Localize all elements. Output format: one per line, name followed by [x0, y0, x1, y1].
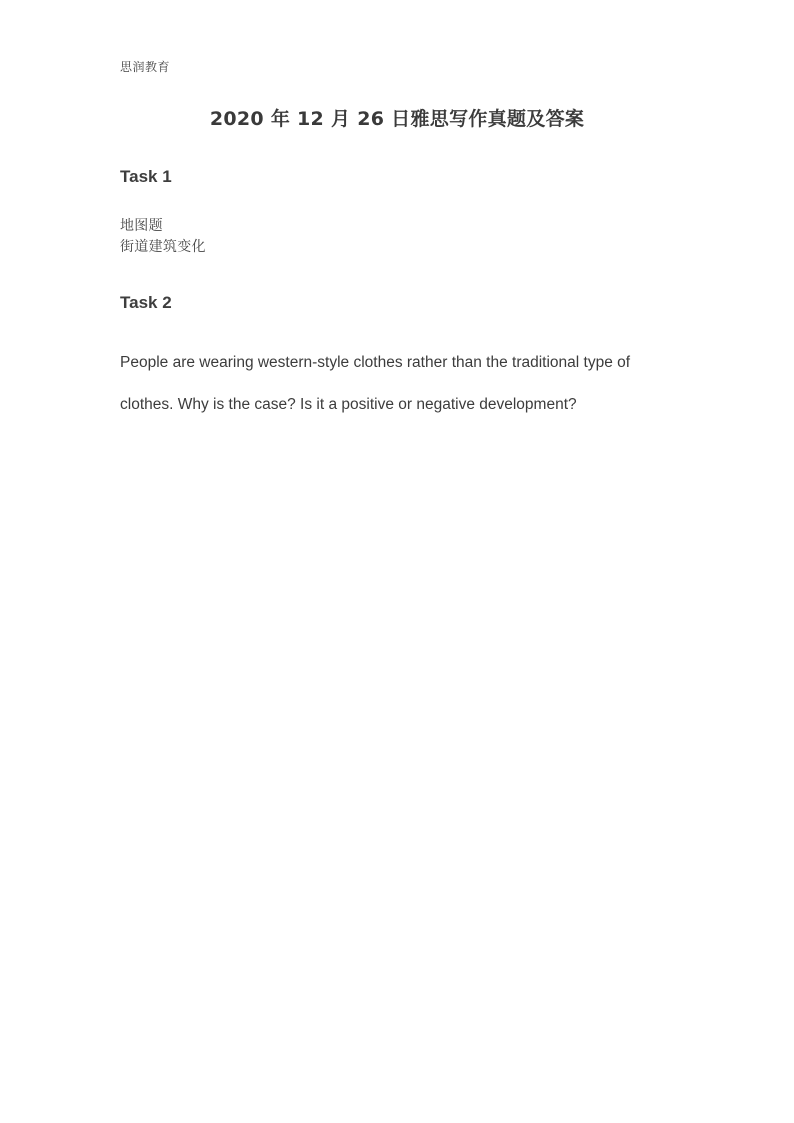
- task1-line: 地图题: [120, 218, 163, 234]
- header-label: 思润教育: [120, 60, 171, 74]
- task2-prompt-line: People are wearing western-style clothes rather than the traditional type of: [120, 354, 631, 371]
- task1-line: 街道建筑变化: [120, 239, 206, 255]
- task2-prompt-line: clothes. Why is the case? Is it a positive or negative development?: [120, 396, 577, 413]
- task1-heading: Task 1: [120, 167, 172, 186]
- document-title: 2020 年 12 月 26 日雅思写作真题及答案: [209, 108, 585, 130]
- task2-heading: Task 2: [120, 293, 172, 312]
